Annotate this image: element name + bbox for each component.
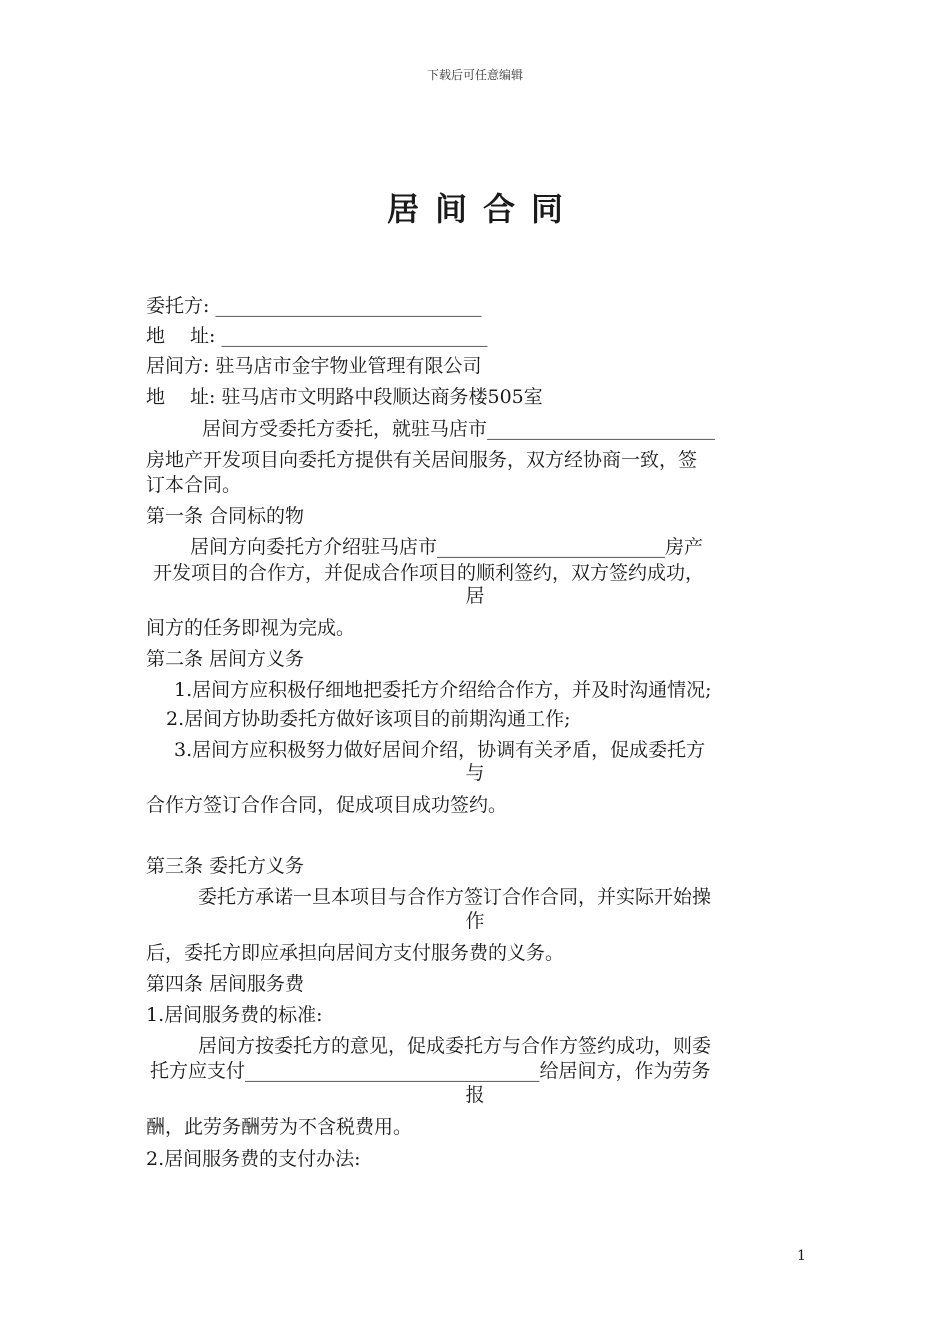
article-1-line-1: 居间方向委托方介绍驻马店市________________________房产: [190, 536, 704, 558]
article-2-item-1: 1.居间方应积极仔细地把委托方介绍给合作方，并及时沟通情况;: [174, 679, 712, 701]
page-header: 下载后可任意编辑: [426, 68, 523, 82]
client-address-line: 地 址: ____________________________: [146, 325, 488, 347]
page-number: 1: [797, 1248, 806, 1264]
article-3-wrap-char: 作: [465, 910, 485, 932]
preamble-line-2: 房地产开发项目向委托方提供有关居间服务，双方经协商一致，签: [146, 449, 698, 471]
article-1-wrap-char: 居: [465, 585, 485, 607]
article-2-item-2: 2.居间方协助委托方做好该项目的前期沟通工作;: [166, 708, 571, 730]
article-2-heading: 第二条 居间方义务: [146, 648, 305, 670]
article-3-line-2: 后，委托方即应承担向居间方支付服务费的义务。: [146, 942, 565, 964]
client-line: 委托方: ____________________________: [146, 295, 482, 317]
broker-address-line: 地 址: 驻马店市文明路中段顺达商务楼505室: [146, 386, 543, 408]
article-4-line-3: 酬，此劳务酬劳为不含税费用。: [146, 1116, 413, 1138]
article-4-heading: 第四条 居间服务费: [146, 973, 305, 995]
article-3-heading: 第三条 委托方义务: [146, 855, 305, 877]
article-1-heading: 第一条 合同标的物: [146, 505, 305, 527]
preamble-line-3: 订本合同。: [146, 474, 242, 496]
article-3-line-1: 委托方承诺一旦本项目与合作方签订合作合同，并实际开始操: [198, 886, 712, 908]
article-4-line-1: 居间方按委托方的意见，促成委托方与合作方签约成功，则委: [198, 1035, 712, 1057]
article-4-item-1: 1.居间服务费的标准:: [146, 1004, 323, 1026]
article-2-item-3: 3.居间方应积极努力做好居间介绍，协调有关矛盾，促成委托方: [174, 739, 706, 761]
article-2-item-3-cont: 合作方签订合作合同，促成项目成功签约。: [146, 794, 508, 816]
article-2-wrap-char: 与: [465, 762, 485, 784]
article-4-line-2: 托方应支付_______________________________给居间方，作为劳务: [150, 1060, 711, 1082]
article-4-wrap-char: 报: [465, 1084, 485, 1106]
document-title: 居间合同: [386, 190, 579, 228]
article-1-line-2: 开发项目的合作方，并促成合作项目的顺利签约，双方签约成功，: [153, 562, 705, 584]
broker-line: 居间方: 驻马店市金宇物业管理有限公司: [146, 355, 482, 377]
preamble-line-1: 居间方受委托方委托，就驻马店市________________________: [202, 418, 716, 440]
article-4-item-2: 2.居间服务费的支付办法:: [146, 1148, 361, 1170]
article-1-line-3: 间方的任务即视为完成。: [146, 617, 356, 639]
